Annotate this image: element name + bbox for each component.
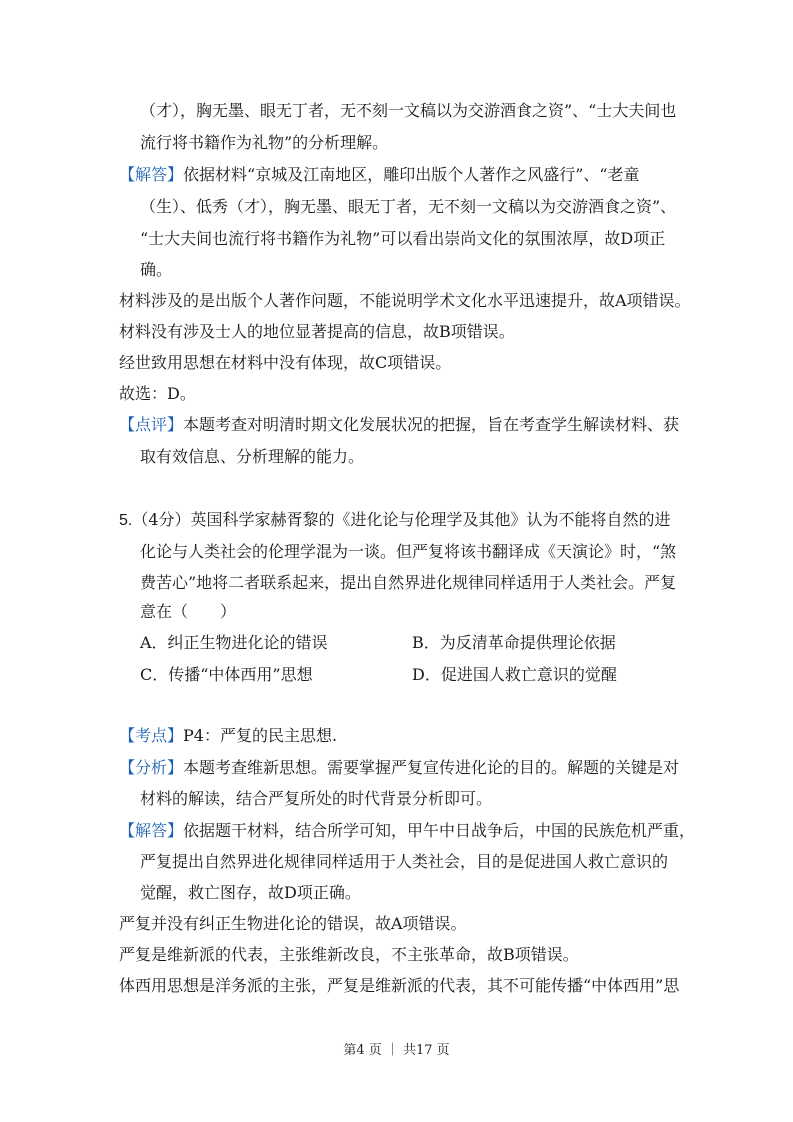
answer-1-line-5: 材料涉及的是出版个人著作问题，不能说明学术文化水平迅速提升，故A项错误。: [119, 291, 691, 310]
answer-2-line-2: 严复提出自然界进化规律同样适用于人类社会，目的是促进国人救亡意识的: [140, 852, 669, 871]
answer-2-line-3: 觉醒，救亡图存，故D项正确。: [140, 883, 361, 902]
fenxi-line-2: 材料的解读，结合严复所处的时代背景分析即可。: [140, 789, 493, 808]
answer-2-line-1: [119, 820, 695, 842]
question-score: （4分）: [132, 510, 191, 529]
answer-1-line-4: 确。: [140, 260, 173, 279]
question-5-line-3: 费苦心”地将二者联系起来，提出自然界进化规律同样适用于人类社会。严复: [140, 573, 677, 592]
fenxi-tag: 【分析】: [119, 758, 184, 777]
question-5-line-1: [119, 509, 671, 532]
answer-2-tag: 【解答】: [119, 821, 184, 840]
answer-1-line-7: 经世致用思想在材料中没有体现，故C项错误。: [119, 353, 452, 372]
answer-1-line-3: “士大夫间也流行将书籍作为礼物”可以看出崇尚文化的氛围浓厚，故D项正: [140, 229, 666, 248]
option-d[interactable]: D．促进国人救亡意识的觉醒: [412, 665, 617, 684]
answer-1-line-6: 材料没有涉及士人的地位显著提高的信息，故B项错误。: [119, 322, 515, 341]
question-stem-1: 英国科学家赫胥黎的《进化论与伦理学及其他》认为不能将自然的进: [190, 510, 671, 529]
fenxi-text-1: 本题考查维新思想。需要掌握严复宣传进化论的目的。解题的关键是对: [183, 758, 680, 777]
page-footer: 第4 页 ｜ 共17 页: [343, 1043, 450, 1058]
answer-1-line-2: （生）、低秀（才），胸无墨、眼无丁者，无不刻一文稿以为交游酒食之资”、: [140, 197, 677, 216]
answer-2-line-5: 严复是维新派的代表，主张维新改良，不主张革命，故B项错误。: [119, 945, 579, 964]
kaodian-line: [119, 725, 337, 747]
option-b[interactable]: B．为反清革命提供理论依据: [412, 633, 616, 652]
question-5-line-4: 意在（ ）: [140, 602, 237, 621]
answer-2-line-6: 体西用思想是洋务派的主张，严复是维新派的代表，其不可能传播“中体西用”思: [119, 976, 680, 995]
comment-1-tag: 【点评】: [119, 415, 184, 434]
answer-1-line-1: [119, 164, 640, 186]
context-line-1: （才），胸无墨、眼无丁者，无不刻一文稿以为交游酒食之资”、“士大夫间也: [140, 101, 677, 120]
kaodian-tag: 【考点】: [119, 726, 184, 745]
comment-1-line-2: 取有效信息、分析理解的能力。: [140, 447, 365, 466]
question-5-line-2: 化论与人类社会的伦理学混为一谈。但严复将该书翻译成《天演论》时，“煞: [140, 542, 677, 561]
question-number: 5.: [119, 512, 133, 529]
context-line-2: 流行将书籍作为礼物”的分析理解。: [140, 133, 389, 152]
answer-2-text-1: 依据题干材料，结合所学可知，甲午中日战争后，中国的民族危机严重，: [183, 821, 696, 840]
answer-1-text-1: 依据材料“京城及江南地区，雕印出版个人著作之风盛行”、“老童: [183, 165, 640, 184]
comment-1-text-1: 本题考查对明清时期文化发展状况的把握，旨在考查学生解读材料、获: [183, 415, 680, 434]
option-a[interactable]: A．纠正生物进化论的错误: [140, 633, 328, 652]
kaodian-text: P4：严复的民主思想.: [183, 726, 338, 745]
answer-2-line-4: 严复并没有纠正生物进化论的错误，故A项错误。: [119, 914, 467, 933]
option-c[interactable]: C．传播“中体西用”思想: [140, 665, 313, 684]
answer-1-tag: 【解答】: [119, 165, 184, 184]
comment-1-line-1: [119, 414, 679, 436]
answer-1-line-8: 故选：D。: [119, 384, 196, 403]
fenxi-line-1: [119, 757, 679, 779]
